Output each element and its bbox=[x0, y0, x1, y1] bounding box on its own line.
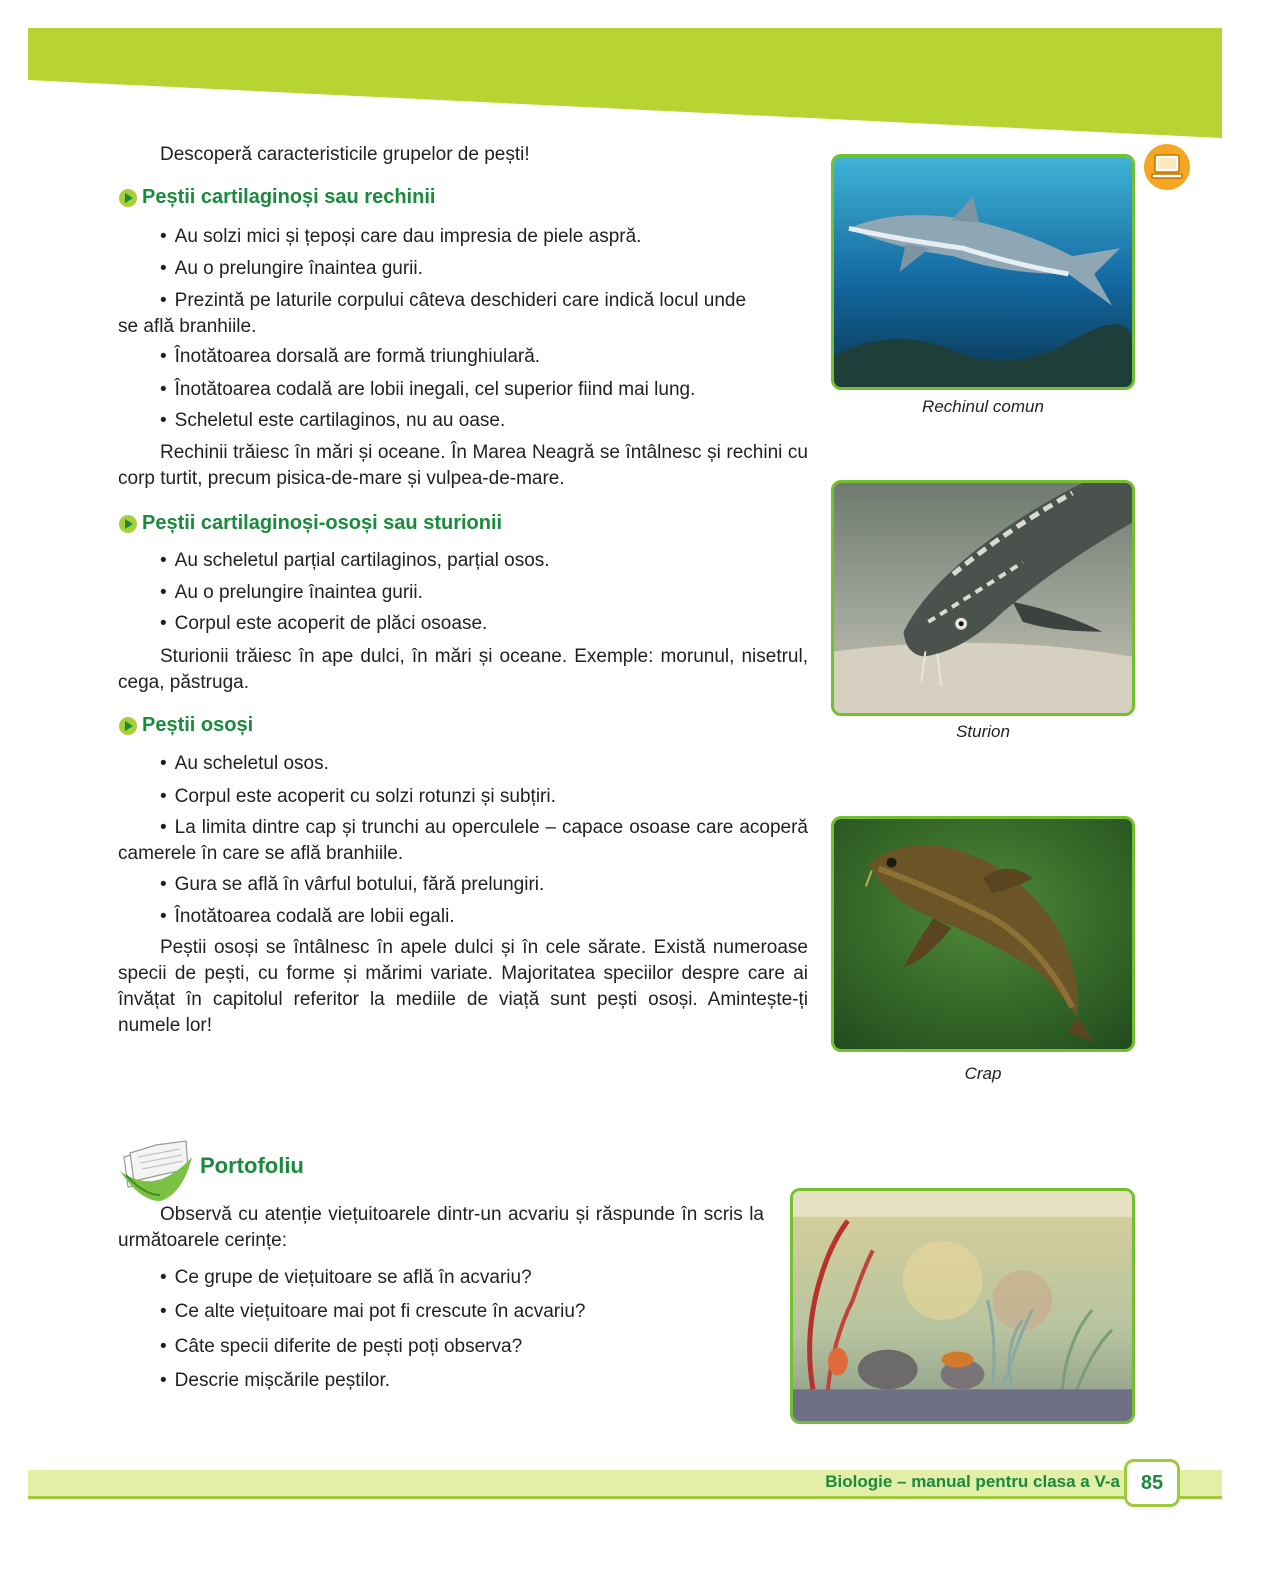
section-title: Peștii cartilaginoși-osoși sau sturionii bbox=[142, 512, 503, 534]
section-heading-bony-fish bbox=[118, 714, 253, 737]
sturgeon-caption: Sturion bbox=[956, 722, 1010, 741]
intro-text: Descoperă caracteristicile grupelor de pești! bbox=[160, 144, 530, 165]
section-heading-sharks bbox=[118, 186, 435, 209]
section-paragraph: Sturionii trăiesc în ape dulci, în mări și oceane. Exemple: morunul, nisetrul, cega, păstruga. bbox=[118, 646, 808, 693]
portfolio-title: Portofoliu bbox=[200, 1153, 304, 1178]
sturgeon-photo bbox=[831, 480, 1135, 716]
play-bullet-icon bbox=[118, 514, 138, 534]
section-paragraph: Peștii osoși se întâlnesc în apele dulci și în cele sărate. Există numeroase specii de pești, cu forme și mărimi variate. Majoritatea speciilor despre care ai învățat în capitolul referitor la mediile de viață sunt pești osoși. Amintește-ți numele lor! bbox=[118, 937, 808, 1036]
computer-icon[interactable] bbox=[1143, 143, 1191, 191]
section-paragraph: Rechinii trăiesc în mări și oceane. În Marea Neagră se întâlnesc și rechini cu corp turtit, precum pisica-de-mare și vulpea-de-mare. bbox=[118, 442, 808, 489]
list-item: • La limita dintre cap și trunchi au operculele – capace osoase care acoperă camerele în care se află branhiile. bbox=[118, 815, 808, 867]
section-title: Peștii osoși bbox=[142, 714, 254, 736]
section-heading-sturgeons bbox=[118, 512, 502, 535]
list-item: • Înotătoarea dorsală are formă triunghiulară. bbox=[160, 344, 810, 370]
page-number: 85 bbox=[1124, 1459, 1180, 1507]
play-bullet-icon bbox=[118, 188, 138, 208]
footer-book-title: Biologie – manual pentru clasa a V-a bbox=[825, 1472, 1120, 1491]
list-item: • Gura se află în vârful botului, fără prelungiri. bbox=[160, 872, 810, 898]
section-title: Peștii cartilaginoși sau rechinii bbox=[142, 186, 436, 208]
list-item: • Înotătoarea codală are lobii inegali, cel superior fiind mai lung. bbox=[160, 377, 810, 403]
list-item: • Prezintă pe laturile corpului câteva deschideri care indică locul unde se află branhiile. bbox=[118, 288, 768, 340]
portfolio-intro: Observă cu atenție viețuitoarele dintr-un acvariu și răspunde în scris la următoarele cerințe: bbox=[118, 1204, 764, 1251]
play-bullet-icon bbox=[118, 716, 138, 736]
portfolio-folder-icon bbox=[116, 1135, 196, 1205]
portfolio-question: • Descrie mișcările peștilor. bbox=[160, 1368, 770, 1394]
list-item: • Scheletul este cartilaginos, nu au oase. bbox=[160, 408, 810, 434]
list-item: • Înotătoarea codală are lobii egali. bbox=[160, 904, 810, 930]
list-item: • Au scheletul osos. bbox=[160, 751, 810, 777]
aquarium-photo bbox=[790, 1188, 1135, 1424]
portfolio-question: • Ce alte viețuitoare mai pot fi crescute în acvariu? bbox=[160, 1299, 770, 1325]
top-banner bbox=[0, 0, 1270, 150]
list-item: • Corpul este acoperit de plăci osoase. bbox=[160, 611, 810, 637]
carp-photo bbox=[831, 816, 1135, 1052]
list-item: • Corpul este acoperit cu solzi rotunzi și subțiri. bbox=[160, 784, 810, 810]
portfolio-question: • Ce grupe de viețuitoare se află în acvariu? bbox=[160, 1265, 770, 1291]
list-item: • Au solzi mici și țepoși care dau impresia de piele aspră. bbox=[160, 224, 810, 250]
carp-caption: Crap bbox=[964, 1064, 1002, 1083]
shark-photo bbox=[831, 154, 1135, 390]
list-item: • Au o prelungire înaintea gurii. bbox=[160, 580, 810, 606]
portfolio-question: • Câte specii diferite de pești poți observa? bbox=[160, 1334, 770, 1360]
list-item: • Au o prelungire înaintea gurii. bbox=[160, 256, 810, 282]
shark-caption: Rechinul comun bbox=[922, 397, 1044, 416]
list-item: • Au scheletul parțial cartilaginos, parțial osos. bbox=[160, 548, 810, 574]
